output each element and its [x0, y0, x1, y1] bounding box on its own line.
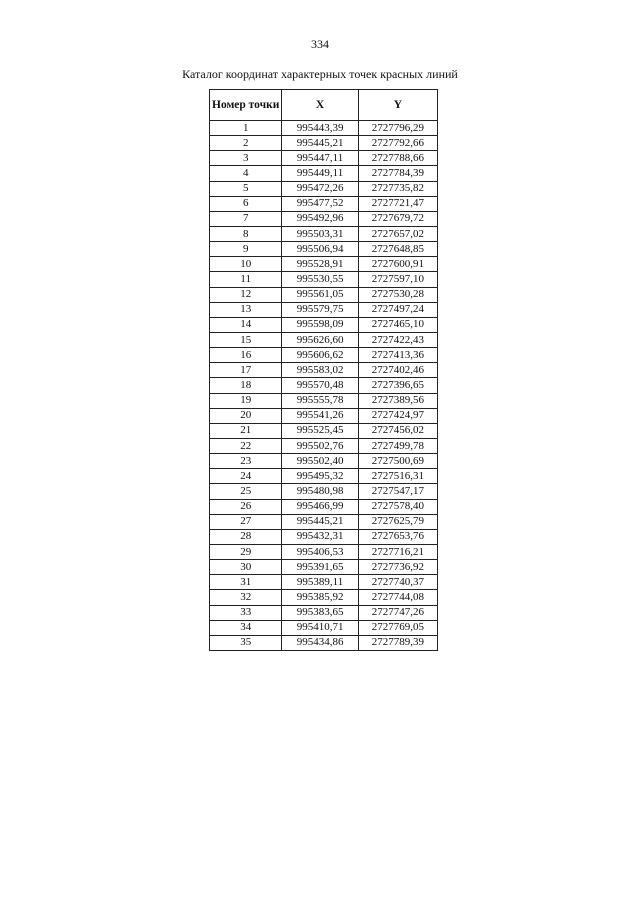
point-number-cell: 35	[210, 635, 282, 650]
y-coordinate-cell: 2727465,10	[358, 317, 437, 332]
x-coordinate-cell: 995472,26	[282, 181, 358, 196]
point-number-cell: 25	[210, 484, 282, 499]
table-row	[210, 544, 438, 559]
y-coordinate-cell: 2727789,39	[358, 635, 437, 650]
point-number-cell: 23	[210, 454, 282, 469]
point-number-cell: 13	[210, 302, 282, 317]
table-row	[210, 242, 438, 257]
table-row	[210, 529, 438, 544]
header-x: X	[282, 90, 358, 121]
x-coordinate-cell: 995449,11	[282, 166, 358, 181]
point-number-cell: 20	[210, 408, 282, 423]
x-coordinate-cell: 995385,92	[282, 590, 358, 605]
x-coordinate-cell: 995480,98	[282, 484, 358, 499]
x-coordinate-cell: 995503,31	[282, 226, 358, 241]
y-coordinate-cell: 2727747,26	[358, 605, 437, 620]
point-number-cell: 26	[210, 499, 282, 514]
point-number-cell: 5	[210, 181, 282, 196]
y-coordinate-cell: 2727657,02	[358, 226, 437, 241]
x-coordinate-cell: 995447,11	[282, 151, 358, 166]
y-coordinate-cell: 2727424,97	[358, 408, 437, 423]
table-row	[210, 151, 438, 166]
point-number-cell: 33	[210, 605, 282, 620]
y-coordinate-cell: 2727413,36	[358, 348, 437, 363]
y-coordinate-cell: 2727721,47	[358, 196, 437, 211]
table-row	[210, 166, 438, 181]
y-coordinate-cell: 2727736,92	[358, 560, 437, 575]
x-coordinate-cell: 995434,86	[282, 635, 358, 650]
point-number-cell: 7	[210, 211, 282, 226]
table-row	[210, 196, 438, 211]
y-coordinate-cell: 2727796,29	[358, 121, 437, 136]
point-number-cell: 8	[210, 226, 282, 241]
table-header	[210, 90, 438, 121]
table-row	[210, 317, 438, 332]
point-number-cell: 2	[210, 136, 282, 151]
table-row	[210, 620, 438, 635]
y-coordinate-cell: 2727497,24	[358, 302, 437, 317]
point-number-cell: 14	[210, 317, 282, 332]
table-row	[210, 181, 438, 196]
point-number-cell: 9	[210, 242, 282, 257]
x-coordinate-cell: 995443,39	[282, 121, 358, 136]
y-coordinate-cell: 2727625,79	[358, 514, 437, 529]
x-coordinate-cell: 995541,26	[282, 408, 358, 423]
table-row	[210, 590, 438, 605]
y-coordinate-cell: 2727402,46	[358, 363, 437, 378]
y-coordinate-cell: 2727456,02	[358, 423, 437, 438]
table-row	[210, 332, 438, 347]
table-row	[210, 287, 438, 302]
x-coordinate-cell: 995477,52	[282, 196, 358, 211]
y-coordinate-cell: 2727547,17	[358, 484, 437, 499]
x-coordinate-cell: 995606,62	[282, 348, 358, 363]
y-coordinate-cell: 2727679,72	[358, 211, 437, 226]
y-coordinate-cell: 2727792,66	[358, 136, 437, 151]
table-row	[210, 348, 438, 363]
point-number-cell: 6	[210, 196, 282, 211]
table-row	[210, 499, 438, 514]
header-row	[210, 90, 438, 121]
y-coordinate-cell: 2727716,21	[358, 544, 437, 559]
table-body	[210, 121, 438, 651]
point-number-cell: 34	[210, 620, 282, 635]
point-number-cell: 28	[210, 529, 282, 544]
point-number-cell: 17	[210, 363, 282, 378]
x-coordinate-cell: 995583,02	[282, 363, 358, 378]
x-coordinate-cell: 995502,40	[282, 454, 358, 469]
point-number-cell: 30	[210, 560, 282, 575]
y-coordinate-cell: 2727784,39	[358, 166, 437, 181]
header-point-number: Номер точки	[210, 90, 282, 121]
table-row	[210, 302, 438, 317]
x-coordinate-cell: 995389,11	[282, 575, 358, 590]
table-caption: Каталог координат характерных точек красных линий	[182, 67, 458, 81]
table-row	[210, 560, 438, 575]
y-coordinate-cell: 2727597,10	[358, 272, 437, 287]
x-coordinate-cell: 995506,94	[282, 242, 358, 257]
x-coordinate-cell: 995561,05	[282, 287, 358, 302]
y-coordinate-cell: 2727396,65	[358, 378, 437, 393]
y-coordinate-cell: 2727389,56	[358, 393, 437, 408]
point-number-cell: 1	[210, 121, 282, 136]
point-number-cell: 32	[210, 590, 282, 605]
y-coordinate-cell: 2727769,05	[358, 620, 437, 635]
point-number-cell: 11	[210, 272, 282, 287]
page-number: 334	[311, 37, 329, 51]
table-row	[210, 378, 438, 393]
x-coordinate-cell: 995432,31	[282, 529, 358, 544]
y-coordinate-cell: 2727500,69	[358, 454, 437, 469]
x-coordinate-cell: 995598,09	[282, 317, 358, 332]
point-number-cell: 24	[210, 469, 282, 484]
table-row	[210, 469, 438, 484]
point-number-cell: 21	[210, 423, 282, 438]
y-coordinate-cell: 2727648,85	[358, 242, 437, 257]
table-row	[210, 121, 438, 136]
point-number-cell: 12	[210, 287, 282, 302]
x-coordinate-cell: 995570,48	[282, 378, 358, 393]
y-coordinate-cell: 2727735,82	[358, 181, 437, 196]
x-coordinate-cell: 995466,99	[282, 499, 358, 514]
x-coordinate-cell: 995391,65	[282, 560, 358, 575]
point-number-cell: 4	[210, 166, 282, 181]
y-coordinate-cell: 2727516,31	[358, 469, 437, 484]
point-number-cell: 27	[210, 514, 282, 529]
x-coordinate-cell: 995445,21	[282, 514, 358, 529]
x-coordinate-cell: 995406,53	[282, 544, 358, 559]
point-number-cell: 18	[210, 378, 282, 393]
table-row	[210, 454, 438, 469]
x-coordinate-cell: 995495,32	[282, 469, 358, 484]
table-row	[210, 423, 438, 438]
x-coordinate-cell: 995445,21	[282, 136, 358, 151]
y-coordinate-cell: 2727422,43	[358, 332, 437, 347]
x-coordinate-cell: 995410,71	[282, 620, 358, 635]
table-row	[210, 272, 438, 287]
table-row	[210, 408, 438, 423]
y-coordinate-cell: 2727740,37	[358, 575, 437, 590]
y-coordinate-cell: 2727530,28	[358, 287, 437, 302]
table-row	[210, 484, 438, 499]
table-row	[210, 363, 438, 378]
table-row	[210, 393, 438, 408]
table-row	[210, 575, 438, 590]
y-coordinate-cell: 2727653,76	[358, 529, 437, 544]
table-row	[210, 211, 438, 226]
x-coordinate-cell: 995626,60	[282, 332, 358, 347]
y-coordinate-cell: 2727499,78	[358, 438, 437, 453]
x-coordinate-cell: 995525,45	[282, 423, 358, 438]
x-coordinate-cell: 995383,65	[282, 605, 358, 620]
point-number-cell: 22	[210, 438, 282, 453]
x-coordinate-cell: 995579,75	[282, 302, 358, 317]
table-row	[210, 438, 438, 453]
x-coordinate-cell: 995492,96	[282, 211, 358, 226]
point-number-cell: 15	[210, 332, 282, 347]
point-number-cell: 10	[210, 257, 282, 272]
table-row	[210, 514, 438, 529]
y-coordinate-cell: 2727744,08	[358, 590, 437, 605]
table-row	[210, 605, 438, 620]
x-coordinate-cell: 995530,55	[282, 272, 358, 287]
header-y: Y	[358, 90, 437, 121]
table-row	[210, 257, 438, 272]
y-coordinate-cell: 2727578,40	[358, 499, 437, 514]
point-number-cell: 29	[210, 544, 282, 559]
point-number-cell: 19	[210, 393, 282, 408]
point-number-cell: 16	[210, 348, 282, 363]
y-coordinate-cell: 2727600,91	[358, 257, 437, 272]
y-coordinate-cell: 2727788,66	[358, 151, 437, 166]
table-row	[210, 635, 438, 650]
coordinates-table	[209, 89, 438, 651]
table-row	[210, 226, 438, 241]
point-number-cell: 3	[210, 151, 282, 166]
x-coordinate-cell: 995528,91	[282, 257, 358, 272]
x-coordinate-cell: 995502,76	[282, 438, 358, 453]
point-number-cell: 31	[210, 575, 282, 590]
x-coordinate-cell: 995555,78	[282, 393, 358, 408]
table-row	[210, 136, 438, 151]
